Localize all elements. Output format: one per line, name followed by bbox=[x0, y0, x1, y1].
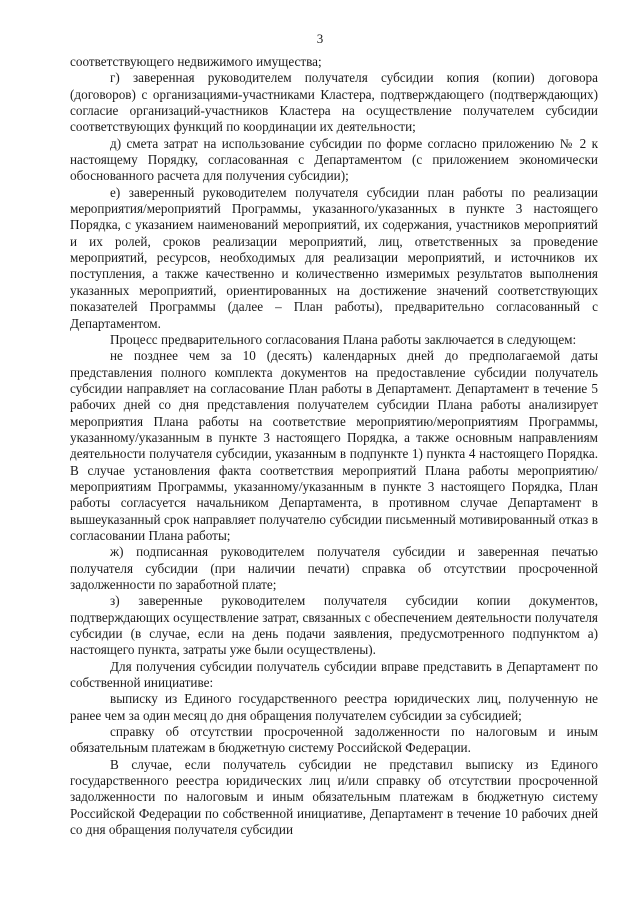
paragraph: соответствующего недвижимого имущества; bbox=[70, 54, 322, 69]
page-number: 3 bbox=[316, 31, 324, 46]
paragraph: выписку из Единого государственного реестра юридических лиц, полученную не ранее чем за один месяц до дня обращения получателем субсидии за субсидией; bbox=[70, 691, 598, 723]
paragraph: не позднее чем за 10 (десять) календарных дней до предполагаемой даты представления полного комплекта документов на предоставление субсидии получатель субсидии направляет на согласование План работы в Департамент. Департамент в течение 5 рабочих дней со дня представления получателем субсидии Плана работы анализирует мероприятия Плана работы на соответствие мероприятию/мероприятиям Программы, указанному/указанным в пункте 3 настоящего Порядка, а также основным направлениям деятельности получателя субсидии, указанным в подпункте 1) пункта 4 настоящего Порядка. В случае установления факта соответствия мероприятий Плана работы мероприятию/мероприятиям Программы, указанному/указанным в пункте 3 настоящего Порядка, План работы согласуется начальником Департамента, в противном случае Департамент в вышеуказанный срок направляет получателю субсидии письменный мотивированный отказ в согласовании Плана работы; bbox=[70, 348, 598, 543]
paragraph: Процесс предварительного согласования Плана работы заключается в следующем: bbox=[110, 331, 577, 347]
paragraph: д) смета затрат на использование субсидии по форме согласно приложению № 2 к настоящему Порядку, согласованная с Департаментом (с приложением экономически обоснованного расчета для получения субсидии); bbox=[70, 135, 598, 184]
paragraph: В случае, если получатель субсидии не представил выписку из Единого государственного реестра юридических лиц и/или справку об отсутствии просроченной задолженности по налоговым и иным обязательным платежам в бюджетную систему Российской Федерации по собственной инициативе, Департамент в течение 10 рабочих дней со дня обращения получателя субсидии bbox=[70, 756, 598, 838]
paragraph: з) заверенные руководителем получателя субсидии копии документов, подтверждающих осуществление затрат, связанных с обеспечением деятельности получателя субсидии (в случае, если на день подачи заявления, предусмотренного подпунктом а) настоящего пункта, затраты уже были осуществлены). bbox=[70, 593, 598, 658]
paragraph: е) заверенный руководителем получателя субсидии план работы по реализации мероприятия/мероприятий Программы, указанного/указанных в пункте 3 настоящего Порядка, с указанием наименований мероприятий, их содержания, участников мероприятий и их ролей, сроков реализации мероприятий, лиц, ответственных за проведение мероприятий, ресурсов, необходимых для реализации мероприятий, и источников их поступления, а также качественно и количественно измеримых результатов выполнения указанных мероприятий, ориентированных на достижение значений соответствующих показателей Программы (далее – План работы), предварительно согласованный с Департаментом. bbox=[70, 184, 598, 331]
paragraph: ж) подписанная руководителем получателя субсидии и заверенная печатью получателя субсидии (при наличии печати) справка об отсутствии просроченной задолженности по заработной плате; bbox=[70, 544, 598, 592]
document-body bbox=[70, 54, 598, 839]
paragraph: Для получения субсидии получатель субсидии вправе представить в Департамент по собственной инициативе: bbox=[70, 658, 598, 691]
paragraph: справку об отсутствии просроченной задолженности по налоговым и иным обязательным платежам в бюджетную систему Российской Федерации. bbox=[70, 724, 598, 756]
paragraph: г) заверенная руководителем получателя субсидии копия (копии) договора (договоров) с организациями-участниками Кластера, подтверждающего (подтверждающих) согласие организаций-участников Кластера на осуществление получателем субсидии соответствующих функций по координации их деятельности; bbox=[70, 70, 598, 135]
